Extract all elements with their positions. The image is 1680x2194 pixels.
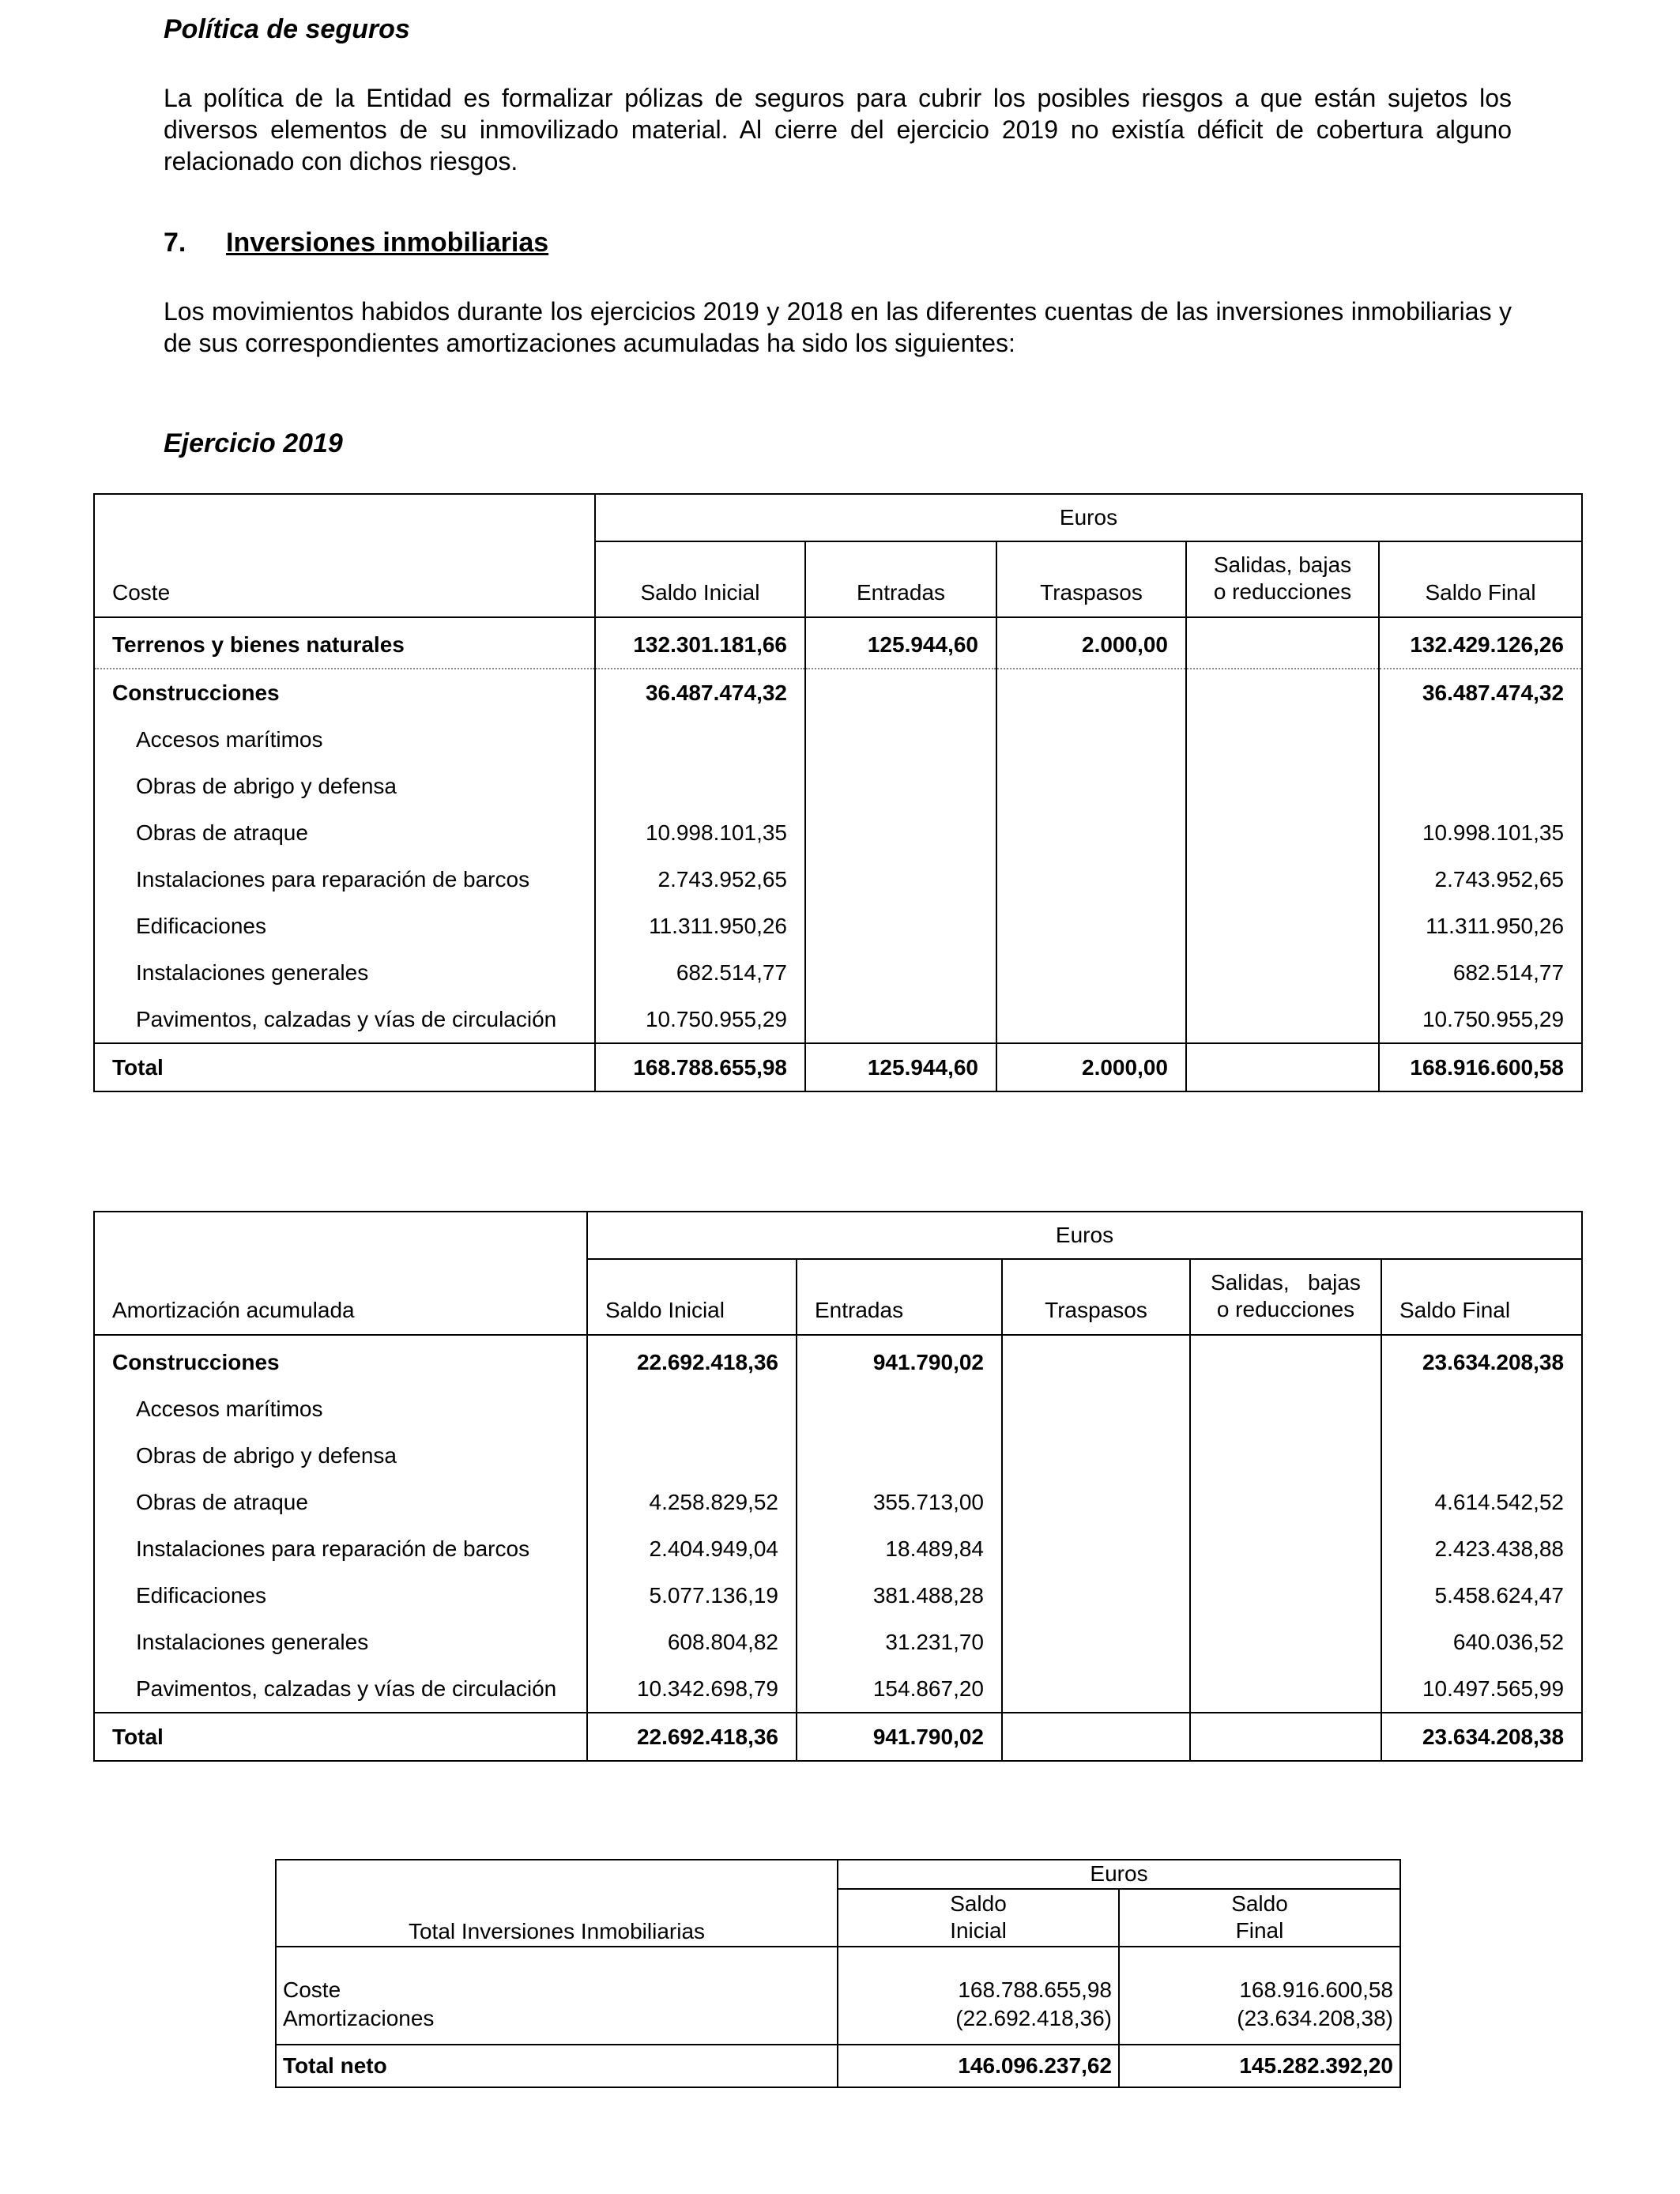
amortization-table bbox=[93, 1211, 1583, 1762]
table-row bbox=[94, 1525, 1582, 1572]
cell-traspasos bbox=[1002, 1335, 1190, 1385]
cost-col-saldo-final: Saldo Final bbox=[1379, 541, 1582, 617]
row-label: Accesos marítimos bbox=[94, 1385, 587, 1432]
cell-salidas bbox=[1186, 763, 1379, 809]
cell-salidas bbox=[1186, 716, 1379, 763]
table-row bbox=[94, 1432, 1582, 1479]
summary-col-saldo-inicial bbox=[838, 1889, 1119, 1947]
cell-saldo-final: 10.497.565,99 bbox=[1381, 1665, 1582, 1713]
amort-col-entradas: Entradas bbox=[797, 1259, 1002, 1335]
cell-saldo-inicial bbox=[587, 1385, 797, 1432]
row-label: Instalaciones para reparación de barcos bbox=[94, 1525, 587, 1572]
cell-traspasos bbox=[996, 763, 1186, 809]
table-row bbox=[94, 617, 1582, 669]
summary-header-label: Total Inversiones Inmobiliarias bbox=[276, 1860, 838, 1947]
table-row bbox=[94, 716, 1582, 763]
cell-saldo-inicial: 168.788.655,98 bbox=[595, 1043, 805, 1091]
table-row bbox=[94, 1665, 1582, 1713]
amort-col-salidas-l1: Salidas, bajas bbox=[1211, 1270, 1361, 1295]
cell-inicial: 146.096.237,62 bbox=[838, 2045, 1119, 2087]
cell-saldo-final: 4.614.542,52 bbox=[1381, 1479, 1582, 1525]
cost-header-label: Coste bbox=[94, 494, 595, 617]
summary-col-saldo-final bbox=[1119, 1889, 1400, 1947]
cell-saldo-inicial: 132.301.181,66 bbox=[595, 617, 805, 669]
cell-entradas bbox=[805, 996, 996, 1043]
row-label: Accesos marítimos bbox=[94, 716, 595, 763]
cell-saldo-final: 2.743.952,65 bbox=[1379, 856, 1582, 903]
row-label: Instalaciones para reparación de barcos bbox=[94, 856, 595, 903]
cell-saldo-inicial: 608.804,82 bbox=[587, 1619, 797, 1665]
total-row bbox=[276, 2045, 1400, 2087]
cell-salidas bbox=[1186, 996, 1379, 1043]
cell-traspasos bbox=[996, 903, 1186, 949]
row-label: Obras de abrigo y defensa bbox=[94, 763, 595, 809]
cell-inicial: 168.788.655,98 bbox=[838, 1947, 1119, 2006]
cell-salidas bbox=[1190, 1525, 1381, 1572]
cell-saldo-final: 2.423.438,88 bbox=[1381, 1525, 1582, 1572]
section-title bbox=[226, 228, 548, 258]
row-label: Coste bbox=[276, 1947, 838, 2006]
cell-traspasos bbox=[996, 949, 1186, 996]
cell-saldo-inicial: 22.692.418,36 bbox=[587, 1713, 797, 1761]
amort-currency-header: Euros bbox=[587, 1212, 1582, 1259]
amort-col-salidas-l2: o reducciones bbox=[1216, 1297, 1355, 1321]
table-row bbox=[94, 1479, 1582, 1525]
table-row bbox=[94, 949, 1582, 996]
cost-col-salidas-l1: Salidas, bajas bbox=[1213, 552, 1352, 577]
cell-salidas bbox=[1186, 856, 1379, 903]
cell-traspasos bbox=[1002, 1619, 1190, 1665]
section-title-text: Inversiones inmobiliarias bbox=[226, 228, 549, 258]
cell-saldo-inicial bbox=[587, 1432, 797, 1479]
cell-salidas bbox=[1186, 949, 1379, 996]
cell-salidas bbox=[1190, 1713, 1381, 1761]
cell-saldo-final bbox=[1381, 1385, 1582, 1432]
cell-entradas: 31.231,70 bbox=[797, 1619, 1002, 1665]
cell-saldo-final: 23.634.208,38 bbox=[1381, 1335, 1582, 1385]
cell-saldo-inicial bbox=[595, 716, 805, 763]
row-label: Construcciones bbox=[94, 1335, 587, 1385]
cell-saldo-final bbox=[1379, 716, 1582, 763]
table-row bbox=[94, 856, 1582, 903]
cell-saldo-inicial bbox=[595, 763, 805, 809]
cell-entradas: 154.867,20 bbox=[797, 1665, 1002, 1713]
row-label: Obras de abrigo y defensa bbox=[94, 1432, 587, 1479]
cell-saldo-final: 5.458.624,47 bbox=[1381, 1572, 1582, 1619]
summary-col2-l2: Final bbox=[1235, 1918, 1284, 1943]
cell-entradas bbox=[805, 949, 996, 996]
cell-traspasos: 2.000,00 bbox=[996, 1043, 1186, 1091]
cell-entradas bbox=[805, 716, 996, 763]
cell-salidas bbox=[1190, 1572, 1381, 1619]
table-row bbox=[276, 1947, 1400, 2006]
year-heading: Ejercicio 2019 bbox=[164, 428, 343, 458]
cell-saldo-final: 132.429.126,26 bbox=[1379, 617, 1582, 669]
cell-entradas bbox=[797, 1385, 1002, 1432]
row-label: Obras de atraque bbox=[94, 809, 595, 856]
cell-saldo-inicial: 10.342.698,79 bbox=[587, 1665, 797, 1713]
cell-traspasos bbox=[996, 856, 1186, 903]
cell-traspasos bbox=[996, 716, 1186, 763]
cell-entradas bbox=[805, 669, 996, 716]
summary-col1-l2: Inicial bbox=[950, 1918, 1007, 1943]
cell-final: (23.634.208,38) bbox=[1119, 2006, 1400, 2045]
cell-traspasos bbox=[1002, 1665, 1190, 1713]
table-row bbox=[94, 1572, 1582, 1619]
cell-saldo-final: 168.916.600,58 bbox=[1379, 1043, 1582, 1091]
cell-traspasos bbox=[1002, 1713, 1190, 1761]
cell-saldo-inicial: 10.750.955,29 bbox=[595, 996, 805, 1043]
cell-saldo-final: 640.036,52 bbox=[1381, 1619, 1582, 1665]
cell-entradas bbox=[797, 1432, 1002, 1479]
amort-col-traspasos: Traspasos bbox=[1002, 1259, 1190, 1335]
row-label: Obras de atraque bbox=[94, 1479, 587, 1525]
cell-salidas bbox=[1190, 1335, 1381, 1385]
total-row bbox=[94, 1713, 1582, 1761]
cell-entradas bbox=[805, 903, 996, 949]
row-label: Total bbox=[94, 1713, 587, 1761]
table-row bbox=[94, 1335, 1582, 1385]
cell-saldo-final bbox=[1381, 1432, 1582, 1479]
cell-saldo-final: 10.998.101,35 bbox=[1379, 809, 1582, 856]
cell-entradas bbox=[805, 856, 996, 903]
row-label: Total bbox=[94, 1043, 595, 1091]
cost-col-saldo-inicial: Saldo Inicial bbox=[595, 541, 805, 617]
row-label: Amortizaciones bbox=[276, 2006, 838, 2045]
cell-entradas: 381.488,28 bbox=[797, 1572, 1002, 1619]
cell-inicial: (22.692.418,36) bbox=[838, 2006, 1119, 2045]
cell-salidas bbox=[1190, 1619, 1381, 1665]
summary-currency-header: Euros bbox=[838, 1860, 1400, 1889]
row-label: Edificaciones bbox=[94, 1572, 587, 1619]
insurance-paragraph: La política de la Entidad es formalizar pólizas de seguros para cubrir los posibles riesgos a que están sujetos los diversos elementos de su inmovilizado material. Al cierre del ejercicio 2019 no existía déficit de cobertura alguno relacionado con dichos riesgos. bbox=[164, 84, 1512, 175]
table-row bbox=[94, 763, 1582, 809]
cell-saldo-final: 11.311.950,26 bbox=[1379, 903, 1582, 949]
row-label: Total neto bbox=[276, 2045, 838, 2087]
row-label: Instalaciones generales bbox=[94, 949, 595, 996]
cell-entradas bbox=[805, 763, 996, 809]
cost-col-salidas bbox=[1186, 541, 1379, 617]
cell-salidas bbox=[1190, 1432, 1381, 1479]
cell-saldo-final: 682.514,77 bbox=[1379, 949, 1582, 996]
cell-saldo-final bbox=[1379, 763, 1582, 809]
cell-saldo-inicial: 11.311.950,26 bbox=[595, 903, 805, 949]
cell-traspasos bbox=[1002, 1432, 1190, 1479]
cell-entradas: 355.713,00 bbox=[797, 1479, 1002, 1525]
total-row bbox=[94, 1043, 1582, 1091]
cell-saldo-inicial: 10.998.101,35 bbox=[595, 809, 805, 856]
cell-traspasos bbox=[1002, 1479, 1190, 1525]
cost-table bbox=[93, 493, 1583, 1092]
section-number: 7. bbox=[164, 228, 186, 258]
table-row bbox=[94, 1619, 1582, 1665]
cell-traspasos bbox=[996, 996, 1186, 1043]
cost-col-traspasos: Traspasos bbox=[996, 541, 1186, 617]
cell-saldo-inicial: 4.258.829,52 bbox=[587, 1479, 797, 1525]
cell-salidas bbox=[1190, 1385, 1381, 1432]
row-label: Terrenos y bienes naturales bbox=[94, 617, 595, 669]
cell-saldo-final: 23.634.208,38 bbox=[1381, 1713, 1582, 1761]
cell-entradas: 125.944,60 bbox=[805, 1043, 996, 1091]
cell-saldo-final: 10.750.955,29 bbox=[1379, 996, 1582, 1043]
cell-entradas: 18.489,84 bbox=[797, 1525, 1002, 1572]
cell-traspasos bbox=[996, 809, 1186, 856]
amort-col-saldo-final: Saldo Final bbox=[1381, 1259, 1582, 1335]
table-row bbox=[94, 1385, 1582, 1432]
cell-saldo-inicial: 682.514,77 bbox=[595, 949, 805, 996]
cell-salidas bbox=[1186, 809, 1379, 856]
cell-salidas bbox=[1186, 903, 1379, 949]
section-paragraph: Los movimientos habidos durante los ejercicios 2019 y 2018 en las diferentes cuentas de las inversiones inmobiliarias y de sus correspondientes amortizaciones acumuladas ha sido los siguientes: bbox=[164, 297, 1512, 357]
cell-entradas: 941.790,02 bbox=[797, 1713, 1002, 1761]
cell-traspasos bbox=[1002, 1572, 1190, 1619]
cell-traspasos bbox=[1002, 1385, 1190, 1432]
amort-col-salidas bbox=[1190, 1259, 1381, 1335]
cell-traspasos bbox=[996, 669, 1186, 716]
cell-entradas: 941.790,02 bbox=[797, 1335, 1002, 1385]
cell-final: 168.916.600,58 bbox=[1119, 1947, 1400, 2006]
cell-salidas bbox=[1190, 1479, 1381, 1525]
cell-final: 145.282.392,20 bbox=[1119, 2045, 1400, 2087]
cell-saldo-inicial: 36.487.474,32 bbox=[595, 669, 805, 716]
row-label: Pavimentos, calzadas y vías de circulación bbox=[94, 996, 595, 1043]
cell-saldo-inicial: 2.743.952,65 bbox=[595, 856, 805, 903]
amort-header-label: Amortización acumulada bbox=[94, 1212, 587, 1335]
cell-entradas: 125.944,60 bbox=[805, 617, 996, 669]
cell-saldo-final: 36.487.474,32 bbox=[1379, 669, 1582, 716]
cell-salidas bbox=[1190, 1665, 1381, 1713]
row-label: Edificaciones bbox=[94, 903, 595, 949]
cell-saldo-inicial: 2.404.949,04 bbox=[587, 1525, 797, 1572]
amort-col-saldo-inicial: Saldo Inicial bbox=[587, 1259, 797, 1335]
summary-col1-l1: Saldo bbox=[950, 1891, 1007, 1917]
table-row bbox=[94, 996, 1582, 1043]
table-row bbox=[94, 809, 1582, 856]
row-label: Pavimentos, calzadas y vías de circulación bbox=[94, 1665, 587, 1713]
cell-saldo-inicial: 5.077.136,19 bbox=[587, 1572, 797, 1619]
cell-salidas bbox=[1186, 1043, 1379, 1091]
cell-traspasos bbox=[1002, 1525, 1190, 1572]
cell-entradas bbox=[805, 809, 996, 856]
cost-currency-header: Euros bbox=[595, 494, 1582, 541]
row-label: Instalaciones generales bbox=[94, 1619, 587, 1665]
summary-col2-l1: Saldo bbox=[1231, 1891, 1288, 1917]
table-row bbox=[94, 903, 1582, 949]
cost-col-entradas: Entradas bbox=[805, 541, 996, 617]
cell-salidas bbox=[1186, 617, 1379, 669]
insurance-title: Política de seguros bbox=[164, 14, 410, 44]
cell-saldo-inicial: 22.692.418,36 bbox=[587, 1335, 797, 1385]
summary-table bbox=[275, 1859, 1401, 2088]
cell-salidas bbox=[1186, 669, 1379, 716]
cell-traspasos: 2.000,00 bbox=[996, 617, 1186, 669]
cost-col-salidas-l2: o reducciones bbox=[1213, 579, 1352, 604]
table-row bbox=[276, 2006, 1400, 2045]
row-label: Construcciones bbox=[94, 669, 595, 716]
table-row bbox=[94, 669, 1582, 716]
